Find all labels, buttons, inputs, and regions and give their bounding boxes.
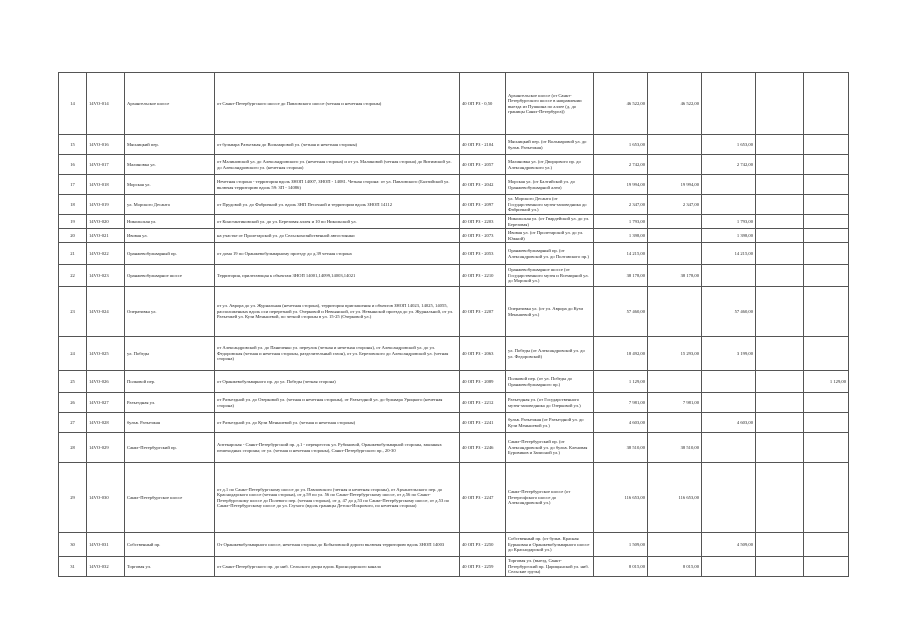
area-col-5-cell bbox=[804, 73, 849, 135]
route-cell: Оранжевобульварный пр. (от Александровской ул. до Полтавского пр.) bbox=[506, 243, 594, 265]
area-col-4-cell bbox=[756, 73, 804, 135]
route-cell: ул. Победы (от Александровской ул. до ул. Федоровской) bbox=[506, 337, 594, 371]
boundaries-cell: Территория, прилегающая к объектам ЗНОП 14001,14099,14003,14021 bbox=[215, 265, 460, 287]
route-cell: ул. Морского Десанта (от Государственного музея-заповедника до Фабричной ул.) bbox=[506, 195, 594, 215]
area-col-4-cell bbox=[756, 557, 804, 577]
area-col-5-cell bbox=[804, 155, 849, 175]
row-number-cell: 14 bbox=[59, 73, 87, 135]
area-col-3-cell bbox=[702, 557, 756, 577]
boundaries-cell: От Оранжевобульварного шоссе, нечетная сторона до Кобызовской дороги включая территорию вдоль ЗНОП 14003 bbox=[215, 533, 460, 557]
table-row bbox=[59, 155, 849, 175]
row-number-cell: 18 bbox=[59, 195, 87, 215]
area-col-2-cell: 2 347,00 bbox=[648, 195, 702, 215]
object-name-cell: Торговая ул. bbox=[125, 557, 215, 577]
area-col-4-cell bbox=[756, 229, 804, 243]
table-row bbox=[59, 215, 849, 229]
object-name-cell: Морская ул. bbox=[125, 175, 215, 195]
total-area-cell: 1 793,00 bbox=[594, 215, 648, 229]
object-code-cell: 14VO-028 bbox=[87, 413, 125, 433]
area-col-2-cell: 8 015,00 bbox=[648, 557, 702, 577]
boundaries-cell: от ул. Аврора до ул. Журнальная (нечетная сторона), территория приглашения и объектов ЗНОП 14023, 14025, 14055, расположенных вдоль оси перерезной ул. Озерковой и Невьянской, от ул. Невьянской проезда до ул. Журнальной, от ул. Разъезжей ул. Кузи Меньшевой, по четной стороны в ул. 15-25 (Озерковой ул.) bbox=[215, 287, 460, 337]
route-cell: бульв. Разъезжая (от Разъездной ул. до Кузи Меньшевой ул.) bbox=[506, 413, 594, 433]
row-number-cell: 19 bbox=[59, 215, 87, 229]
registry-number-cell: 40 ОП РЗ - 2210 bbox=[460, 265, 506, 287]
total-area-cell: 2 347,00 bbox=[594, 195, 648, 215]
area-col-2-cell: 38 510,00 bbox=[648, 433, 702, 463]
object-name-cell: Оперативка ул. bbox=[125, 287, 215, 337]
area-col-2-cell: 7 981,00 bbox=[648, 393, 702, 413]
registry-number-cell: 40 ОП РЗ - 2212 bbox=[460, 393, 506, 413]
area-col-2-cell bbox=[648, 371, 702, 393]
area-col-5-cell bbox=[804, 393, 849, 413]
object-code-cell: 14VO-023 bbox=[87, 265, 125, 287]
total-area-cell: 1 129,00 bbox=[594, 371, 648, 393]
object-name-cell: Санкт-Петербургское шоссе bbox=[125, 463, 215, 533]
object-name-cell: Никольская ул. bbox=[125, 215, 215, 229]
table-row bbox=[59, 265, 849, 287]
area-col-5-cell bbox=[804, 533, 849, 557]
object-code-cell: 14VO-032 bbox=[87, 557, 125, 577]
registry-number-cell: 40 ОП РЗ - 2207 bbox=[460, 287, 506, 337]
area-col-3-cell bbox=[702, 393, 756, 413]
object-name-cell: Ивовая ул. bbox=[125, 229, 215, 243]
area-col-5-cell bbox=[804, 287, 849, 337]
data-table bbox=[58, 72, 849, 577]
object-name-cell: Оранжевобульварное шоссе bbox=[125, 265, 215, 287]
object-code-cell: 14VO-014 bbox=[87, 73, 125, 135]
route-cell: Оперативка ул. (от ул. Аврора до Кузи Меньшевой ул.) bbox=[506, 287, 594, 337]
area-col-4-cell bbox=[756, 413, 804, 433]
registry-number-cell: 40 ОП РЗ - 2246 bbox=[460, 433, 506, 463]
area-col-3-cell: 4 603,00 bbox=[702, 413, 756, 433]
object-code-cell: 14VO-026 bbox=[87, 371, 125, 393]
route-cell: Торговая ул. (выезд, Санкт-Петербургский пр. Царицынской ул. ниб. Сельские грузы) bbox=[506, 557, 594, 577]
registry-number-cell: 40 ОП РЗ - 2053 bbox=[460, 243, 506, 265]
area-col-2-cell bbox=[648, 533, 702, 557]
route-cell: Мясницкий пер. (от Вольмаровой ул. до бульв. Разъезжая) bbox=[506, 135, 594, 155]
area-col-3-cell bbox=[702, 175, 756, 195]
area-col-2-cell: 116 653,00 bbox=[648, 463, 702, 533]
area-col-5-cell bbox=[804, 413, 849, 433]
area-col-2-cell bbox=[648, 155, 702, 175]
boundaries-cell: от Константиновской ул. до ул. Березовая аллея и 10 по Никольской ул. bbox=[215, 215, 460, 229]
area-col-3-cell bbox=[702, 463, 756, 533]
total-area-cell: 57 460,00 bbox=[594, 287, 648, 337]
object-code-cell: 14VO-019 bbox=[87, 195, 125, 215]
table-row bbox=[59, 533, 849, 557]
area-col-2-cell: 19 994,00 bbox=[648, 175, 702, 195]
row-number-cell: 31 bbox=[59, 557, 87, 577]
area-col-4-cell bbox=[756, 215, 804, 229]
boundaries-cell: от Разъездной ул. до Кузи Меньшевой ул. (четная и нечетная стороны) bbox=[215, 413, 460, 433]
area-col-3-cell: 1 653,00 bbox=[702, 135, 756, 155]
area-col-4-cell bbox=[756, 287, 804, 337]
row-number-cell: 25 bbox=[59, 371, 87, 393]
row-number-cell: 24 bbox=[59, 337, 87, 371]
total-area-cell: 46 522,00 bbox=[594, 73, 648, 135]
area-col-2-cell bbox=[648, 243, 702, 265]
boundaries-cell: от Разъездной ул. до Озерковой ул. (четная и нечетная стороны), от Разъездной ул. до бульвара Урицкого (нечетная сторона) bbox=[215, 393, 460, 413]
area-col-5-cell bbox=[804, 243, 849, 265]
registry-number-cell: 40 ОП РЗ - 2250 bbox=[460, 533, 506, 557]
row-number-cell: 17 bbox=[59, 175, 87, 195]
table-row bbox=[59, 393, 849, 413]
area-col-2-cell: 46 522,00 bbox=[648, 73, 702, 135]
registry-number-cell: 40 ОП РЗ - 2241 bbox=[460, 413, 506, 433]
area-col-2-cell: 38 178,00 bbox=[648, 265, 702, 287]
area-col-4-cell bbox=[756, 371, 804, 393]
area-col-5-cell bbox=[804, 175, 849, 195]
route-cell: Ивовая ул. (от Пролетарской ул. до ул. Южной) bbox=[506, 229, 594, 243]
area-col-4-cell bbox=[756, 463, 804, 533]
area-col-2-cell bbox=[648, 413, 702, 433]
area-col-5-cell bbox=[804, 195, 849, 215]
row-number-cell: 28 bbox=[59, 433, 87, 463]
area-col-3-cell: 57 460,00 bbox=[702, 287, 756, 337]
object-code-cell: 14VO-022 bbox=[87, 243, 125, 265]
route-cell: Собственный пр. (от бульв. Красная Бурьковая и Оранжевобульварного шоссе до Краснодарской ул.) bbox=[506, 533, 594, 557]
total-area-cell: 38 510,00 bbox=[594, 433, 648, 463]
object-name-cell: Мясницкий пер. bbox=[125, 135, 215, 155]
area-col-5-cell bbox=[804, 433, 849, 463]
boundaries-cell: от Малиновской ул. до Александровского ул. (нечетная сторона) и от ул. Малиновой (четная сторона) до Витимской ул. до Александровского ул. (нечетная сторона) bbox=[215, 155, 460, 175]
registry-number-cell: 40 ОП РЗ - 2057 bbox=[460, 155, 506, 175]
table-row bbox=[59, 175, 849, 195]
object-code-cell: 14VO-021 bbox=[87, 229, 125, 243]
area-col-3-cell: 14 215,00 bbox=[702, 243, 756, 265]
boundaries-cell: от д.1 по Санкт-Петербургскому шоссе до ул. Павловского (четная и нечетная стороны), от Архангельского пер. до Краснодарского шоссе (четная сторона), от д.59 по ул. 56 по Санкт-Петербургскому шоссе, от д.56 по Санкт-Петербургскому шоссе до Полевого пер. (четная сторона), от д. 47 до д.53 по Санкт-Петербургскому шоссе, от д.53 по Санкт-Петербургскому шоссе до ул. Глухого (вдоль границы Детско-Искрового, по нечетная сторона) bbox=[215, 463, 460, 533]
total-area-cell: 1 509,00 bbox=[594, 533, 648, 557]
area-col-4-cell bbox=[756, 135, 804, 155]
area-col-3-cell: 1 793,00 bbox=[702, 215, 756, 229]
registry-number-cell: 40 ОП РЗ - 2073 bbox=[460, 229, 506, 243]
total-area-cell: 7 981,00 bbox=[594, 393, 648, 413]
route-cell: Санкт-Петербургское шоссе (от Петергофского шоссе до Александровской ул.) bbox=[506, 463, 594, 533]
row-number-cell: 26 bbox=[59, 393, 87, 413]
object-code-cell: 14VO-020 bbox=[87, 215, 125, 229]
boundaries-cell: от Оранжевобульварного пр. до ул. Победы (четная сторона) bbox=[215, 371, 460, 393]
area-col-4-cell bbox=[756, 175, 804, 195]
boundaries-cell: от бульвара Разъезжая до Вольмаровой ул. (четная и нечетная стороны) bbox=[215, 135, 460, 155]
object-name-cell: Санкт-Петербургский пр. bbox=[125, 433, 215, 463]
object-code-cell: 14VO-018 bbox=[87, 175, 125, 195]
area-col-4-cell bbox=[756, 195, 804, 215]
table-row bbox=[59, 243, 849, 265]
table-row bbox=[59, 135, 849, 155]
row-number-cell: 23 bbox=[59, 287, 87, 337]
total-area-cell: 1 398,00 bbox=[594, 229, 648, 243]
total-area-cell: 18 492,00 bbox=[594, 337, 648, 371]
area-col-4-cell bbox=[756, 243, 804, 265]
total-area-cell: 1 653,00 bbox=[594, 135, 648, 155]
object-code-cell: 14VO-029 bbox=[87, 433, 125, 463]
registry-number-cell: 40 ОП РЗ - 2259 bbox=[460, 557, 506, 577]
area-col-5-cell bbox=[804, 265, 849, 287]
object-code-cell: 14VO-016 bbox=[87, 135, 125, 155]
area-col-3-cell bbox=[702, 195, 756, 215]
route-cell: Архангельское шоссе (от Санкт-Петербургского шоссе в направлении выезда из Пушкина по аллее (д. до границы Санкт-Петербурга)) bbox=[506, 73, 594, 135]
table-row bbox=[59, 557, 849, 577]
registry-number-cell: 40 ОП РЗ - 2247 bbox=[460, 463, 506, 533]
object-name-cell: Архангельское шоссе bbox=[125, 73, 215, 135]
area-col-4-cell bbox=[756, 393, 804, 413]
area-col-4-cell bbox=[756, 155, 804, 175]
area-col-2-cell: 15 293,00 bbox=[648, 337, 702, 371]
object-code-cell: 14VO-017 bbox=[87, 155, 125, 175]
registry-number-cell: 40 ОП РЗ - 2089 bbox=[460, 371, 506, 393]
registry-number-cell: 40 ОП РЗ - 2203 bbox=[460, 215, 506, 229]
total-area-cell: 8 015,00 bbox=[594, 557, 648, 577]
table-row bbox=[59, 73, 849, 135]
object-code-cell: 14VO-030 bbox=[87, 463, 125, 533]
area-col-5-cell bbox=[804, 215, 849, 229]
object-name-cell: Полковой пер. bbox=[125, 371, 215, 393]
table-row bbox=[59, 371, 849, 393]
route-cell: Оранжевобульварное шоссе (от Государственного музея и Всемирной ул. до Морской ул.) bbox=[506, 265, 594, 287]
table-row bbox=[59, 433, 849, 463]
area-col-5-cell bbox=[804, 229, 849, 243]
table-row bbox=[59, 413, 849, 433]
area-col-2-cell bbox=[648, 215, 702, 229]
row-number-cell: 15 bbox=[59, 135, 87, 155]
registry-number-cell: 40 ОП РЗ - 2063 bbox=[460, 337, 506, 371]
boundaries-cell: Аптекарская - Санкт-Петербургский пр. д.1 - перекресток ул. Рубиновой, Оранжевобульварной стороны, законных пешеходных стороны; от ул. (четная и нечетная стороны), Санкт-Петербургского пр., 20-30 bbox=[215, 433, 460, 463]
object-name-cell: Оранжевобульварный пр. bbox=[125, 243, 215, 265]
registry-number-cell: 40 ОП РЗ - 2097 bbox=[460, 195, 506, 215]
area-col-5-cell bbox=[804, 337, 849, 371]
area-col-2-cell bbox=[648, 287, 702, 337]
object-name-cell: Малиновка ул. bbox=[125, 155, 215, 175]
row-number-cell: 29 bbox=[59, 463, 87, 533]
total-area-cell: 2 742,00 bbox=[594, 155, 648, 175]
boundaries-cell: на участке от Пролетарской ул. до Сельскохозяйственной автостоянки bbox=[215, 229, 460, 243]
registry-number-cell: 40 ОП РЗ - 2042 bbox=[460, 175, 506, 195]
row-number-cell: 16 bbox=[59, 155, 87, 175]
route-cell: Морская ул. (от Балтийской ул. до Оранжевобульварной алеи) bbox=[506, 175, 594, 195]
area-col-2-cell bbox=[648, 135, 702, 155]
object-code-cell: 14VO-031 bbox=[87, 533, 125, 557]
boundaries-cell: от дома 19 по Оранжевобульварному проезду до д.39 четная сторона bbox=[215, 243, 460, 265]
area-col-2-cell bbox=[648, 229, 702, 243]
table-row bbox=[59, 463, 849, 533]
area-col-5-cell bbox=[804, 557, 849, 577]
boundaries-cell: Нечетная сторона - территория вдоль ЗНОП 14007, ЗНОП - 14081. Четная сторона: от ул. Павловского (Балтийской ул. включая территорию вдоль 59: ЗП - 14086) bbox=[215, 175, 460, 195]
total-area-cell: 4 603,00 bbox=[594, 413, 648, 433]
object-code-cell: 14VO-024 bbox=[87, 287, 125, 337]
total-area-cell: 38 178,00 bbox=[594, 265, 648, 287]
route-cell: Полковой пер. (от ул. Победы до Оранжевобульварного пр.) bbox=[506, 371, 594, 393]
area-col-3-cell: 4 509,00 bbox=[702, 533, 756, 557]
area-col-4-cell bbox=[756, 337, 804, 371]
area-col-5-cell bbox=[804, 135, 849, 155]
boundaries-cell: от Санкт-Петербургского шоссе до Павловского шоссе (четная и нечетная стороны) bbox=[215, 73, 460, 135]
object-code-cell: 14VO-025 bbox=[87, 337, 125, 371]
document-page bbox=[58, 72, 848, 577]
registry-number-cell: 40 ОП РЗ - 2104 bbox=[460, 135, 506, 155]
row-number-cell: 22 bbox=[59, 265, 87, 287]
boundaries-cell: от Санкт-Петербургского пр. до ниб. Сельского двора вдоль Краснодарского канала bbox=[215, 557, 460, 577]
table-row bbox=[59, 287, 849, 337]
boundaries-cell: от Прудовой ул. до Фабричной ул. вдоль ЗНП Песочной и территории вдоль ЗНОП 14112 bbox=[215, 195, 460, 215]
area-col-3-cell: 1 398,00 bbox=[702, 229, 756, 243]
area-col-5-cell bbox=[804, 463, 849, 533]
object-name-cell: ул. Морского Десанта bbox=[125, 195, 215, 215]
table-row bbox=[59, 195, 849, 215]
route-cell: Санкт-Петербургский пр. (от Александровской ул. до бульв. Кленовая Буровиков и Записной ул.) bbox=[506, 433, 594, 463]
row-number-cell: 20 bbox=[59, 229, 87, 243]
object-code-cell: 14VO-027 bbox=[87, 393, 125, 413]
row-number-cell: 30 bbox=[59, 533, 87, 557]
boundaries-cell: от Александровской ул. до Паниченко ул. переулок (четная и нечетная стороны), от Александровской ул. до ул. Федоровская (четная и нечетная стороны, разделительный газон), от ул. Березовского до Александровской ул. (четная сторона) bbox=[215, 337, 460, 371]
area-col-4-cell bbox=[756, 433, 804, 463]
route-cell: Никольская ул. (от Гвардейской ул. до ул. Березовая) bbox=[506, 215, 594, 229]
object-name-cell: бульв. Разъезжая bbox=[125, 413, 215, 433]
object-name-cell: Разъездная ул. bbox=[125, 393, 215, 413]
registry-number-cell: 40 ОП РЗ - 0,50 bbox=[460, 73, 506, 135]
object-name-cell: Собственный пр. bbox=[125, 533, 215, 557]
route-cell: Малиновка ул. (от Дворцового пр. до Александровского ул.) bbox=[506, 155, 594, 175]
area-col-3-cell bbox=[702, 371, 756, 393]
total-area-cell: 19 994,00 bbox=[594, 175, 648, 195]
area-col-3-cell bbox=[702, 73, 756, 135]
object-name-cell: ул. Победы bbox=[125, 337, 215, 371]
area-col-4-cell bbox=[756, 533, 804, 557]
route-cell: Разъездная ул. (от Государственного музея-заповедника до Озерковой ул.) bbox=[506, 393, 594, 413]
area-col-3-cell bbox=[702, 433, 756, 463]
table-row bbox=[59, 229, 849, 243]
area-col-3-cell: 3 199,00 bbox=[702, 337, 756, 371]
table-row bbox=[59, 337, 849, 371]
area-col-3-cell: 2 742,00 bbox=[702, 155, 756, 175]
row-number-cell: 21 bbox=[59, 243, 87, 265]
area-col-4-cell bbox=[756, 265, 804, 287]
area-col-3-cell bbox=[702, 265, 756, 287]
total-area-cell: 116 653,00 bbox=[594, 463, 648, 533]
row-number-cell: 27 bbox=[59, 413, 87, 433]
area-col-5-cell: 1 129,00 bbox=[804, 371, 849, 393]
total-area-cell: 14 215,00 bbox=[594, 243, 648, 265]
